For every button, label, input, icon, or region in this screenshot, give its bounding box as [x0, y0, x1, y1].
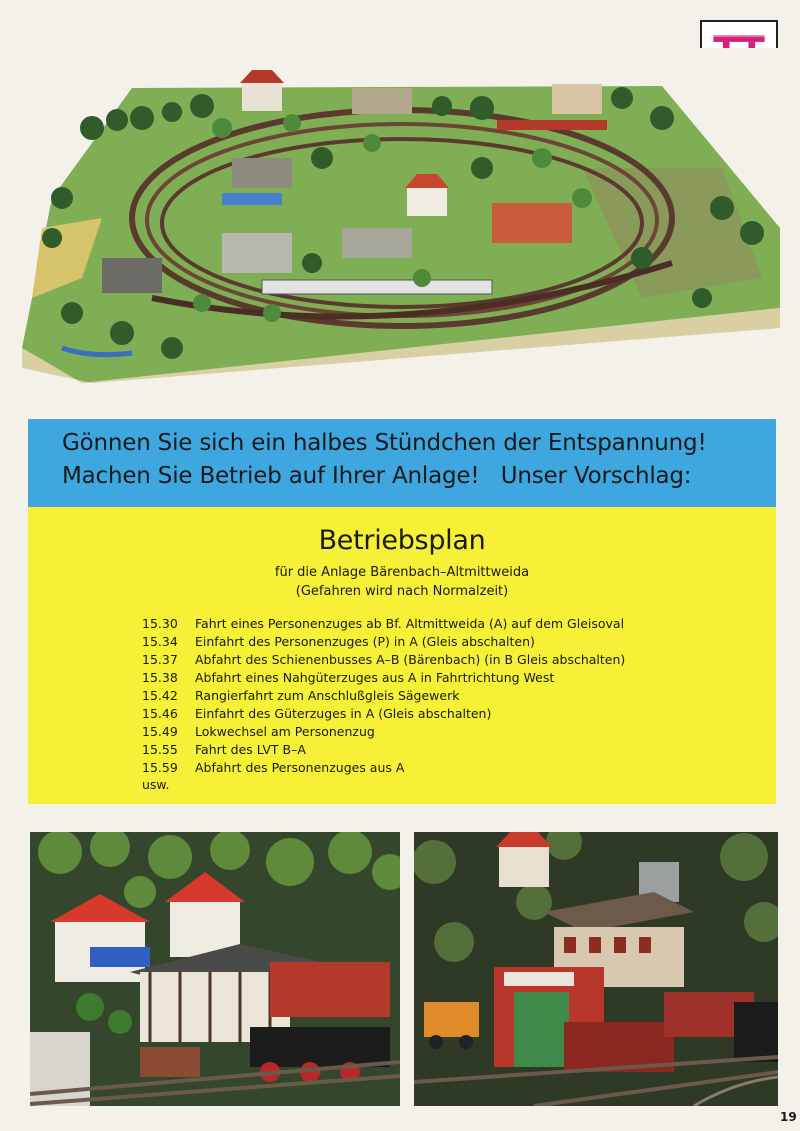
model-railway-layout-photo	[22, 48, 780, 383]
page-number: 19	[780, 1110, 797, 1124]
plan-subtitle-1: für die Anlage Bärenbach–Altmittweida	[274, 565, 530, 580]
schedule-description: Rangierfahrt zum Anschlußgleis Sägewerk	[195, 688, 460, 703]
headline-line-1: Gönnen Sie sich ein halbes Stündchen der Entspannung!	[62, 430, 707, 456]
schedule-description: Einfahrt des Personenzuges (P) in A (Gleis abschalten)	[195, 634, 535, 649]
schedule-row	[142, 723, 752, 741]
schedule-description: Abfahrt des Schienenbusses A–B (Bärenbach) (in B Gleis abschalten)	[195, 652, 626, 667]
headline-banner	[28, 419, 776, 507]
schedule-row	[142, 687, 752, 705]
schedule-row	[142, 633, 752, 651]
schedule-time: 15.42	[142, 688, 178, 703]
operating-plan-panel	[28, 507, 776, 804]
schedule-description: Fahrt des LVT B–A	[195, 742, 306, 757]
schedule-description: Lokwechsel am Personenzug	[195, 724, 375, 739]
model-sawmill-photo	[414, 832, 778, 1106]
schedule-row	[142, 615, 752, 633]
plan-subtitle-2: (Gefahren wird nach Normalzeit)	[295, 584, 509, 599]
schedule-description: Abfahrt des Personenzuges aus A	[195, 760, 405, 775]
schedule-description: Einfahrt des Güterzuges in A (Gleis abschalten)	[195, 706, 492, 721]
schedule-time: 15.30	[142, 616, 178, 631]
schedule-time: 15.38	[142, 670, 178, 685]
headline-line-2	[62, 460, 776, 493]
schedule-row	[142, 705, 752, 723]
schedule-list	[142, 615, 752, 777]
schedule-row	[142, 741, 752, 759]
schedule-row	[142, 651, 752, 669]
schedule-time: 15.34	[142, 634, 178, 649]
schedule-time: 15.37	[142, 652, 178, 667]
schedule-description: Abfahrt eines Nahgüterzuges aus A in Fahrtrichtung West	[195, 670, 555, 685]
schedule-time: 15.49	[142, 724, 178, 739]
schedule-row	[142, 669, 752, 687]
headline-line-2-left: Machen Sie Betrieb auf Ihrer Anlage!	[62, 463, 480, 489]
headline-line-2-right: Unser Vorschlag:	[500, 463, 692, 489]
schedule-usw: usw.	[142, 777, 170, 792]
schedule-row	[142, 759, 752, 777]
schedule-time: 15.59	[142, 760, 178, 775]
plan-title: Betriebsplan	[318, 525, 486, 556]
schedule-time: 15.46	[142, 706, 178, 721]
model-station-photo	[30, 832, 400, 1106]
schedule-time: 15.55	[142, 742, 178, 757]
schedule-description: Fahrt eines Personenzuges ab Bf. Altmittweida (A) auf dem Gleisoval	[195, 616, 625, 631]
